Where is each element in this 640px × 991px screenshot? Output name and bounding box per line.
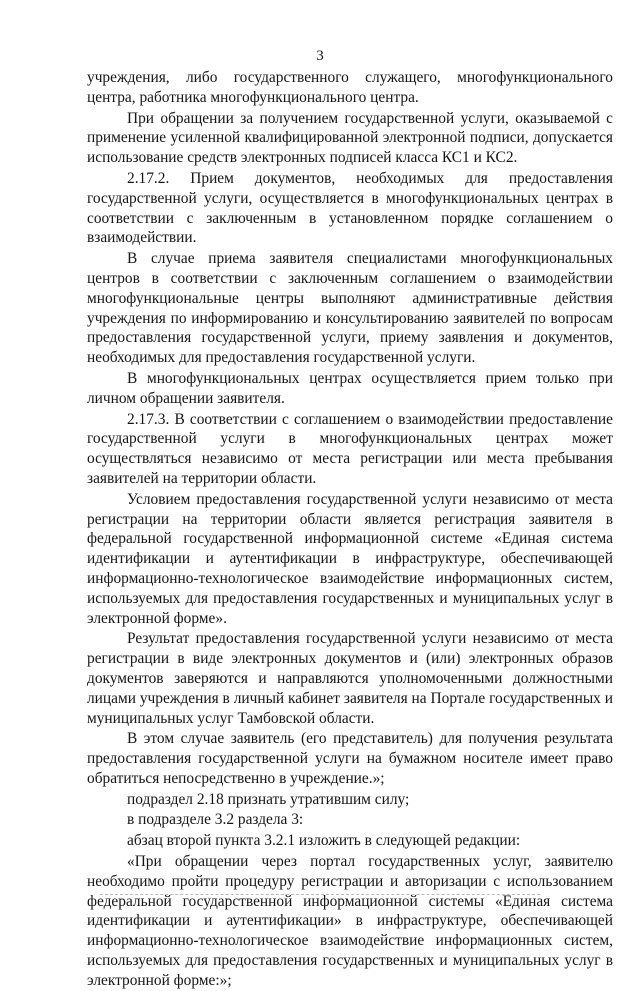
paragraph: 2.17.2. Прием документов, необходимых для предоставления государственной услуги, осуществляется в многофункциональных центрах в соответствии с заключенным в установленном порядке соглашением о взаимодействии. bbox=[87, 169, 613, 247]
paragraph: 2.17.3. В соответствии с соглашением о взаимодействии предоставление государственной услуги в многофункциональных центрах может осуществляться независимо от места регистрации или места пребывания заявителей на территории области. bbox=[87, 410, 613, 487]
paragraph: При обращении за получением государственной услуги, оказываемой с применение усиленной квалифицированной электронной подписи, допускается использование средств электронных подписей класса КС1 и КС2. bbox=[87, 109, 613, 167]
paragraph: в подразделе 3.2 раздела 3: bbox=[127, 811, 304, 829]
page-number: 3 bbox=[316, 48, 324, 64]
paragraph: В этом случае заявитель (его представитель) для получения результата предоставления государственной услуги на бумажном носителе имеет право обратиться непосредственно в учреждение.»; bbox=[87, 730, 613, 787]
paragraph: Результат предоставления государственной услуги независимо от места регистрации в виде электронных документов и (или) электронных образов документов заверяются и направляются уполномоченными должностными лицами учреждения в личный кабинет заявителя на Портале государственных и муниципальных услуг Тамбовской области. bbox=[87, 630, 613, 727]
paragraph: абзац второй пункта 3.2.1 изложить в следующей редакции: bbox=[127, 832, 521, 850]
paragraph: В многофункциональных центрах осуществляется прием только при личном обращении заявителя. bbox=[87, 369, 613, 407]
paragraph: учреждения, либо государственного служащего, многофункционального центра, работника многофункционального центра. bbox=[87, 69, 613, 106]
paragraph: подраздел 2.18 признать утратившим силу; bbox=[127, 790, 410, 808]
document-body bbox=[87, 68, 613, 991]
paragraph: В случае приема заявителя специалистами многофункциональных центров в соответствии с заключенным соглашением о взаимодействии многофункциональные центры выполняют административные действия учреждения по информированию и консультированию заявителей по вопросам предоставления государственной услуги, приему заявления и документов, необходимых для предоставления государственной услуги. bbox=[87, 250, 613, 367]
paragraph: «При обращении через портал государственных услуг, заявителю необходимо пройти процедуру регистрации и авторизации с использованием федеральной государственной информационной системы «Единая система идентификации и аутентификации» в инфраструктуре, обеспечивающей информационно-технологическое взаимодействие информационных систем, используемых для предоставления государственных и муниципальных услуг в электронной форме:»; bbox=[87, 853, 613, 989]
paragraph: Условием предоставления государственной услуги независимо от места регистрации на территории области является регистрация заявителя в федеральной государственной информационной системе «Единая система идентификации и аутентификации в инфраструктуре, обеспечивающей информационно-технологическое взаимодействие информационных систем, используемых для предоставления государственных и муниципальных услуг в электронной форме». bbox=[87, 490, 613, 627]
scan-edge-line bbox=[100, 894, 540, 896]
